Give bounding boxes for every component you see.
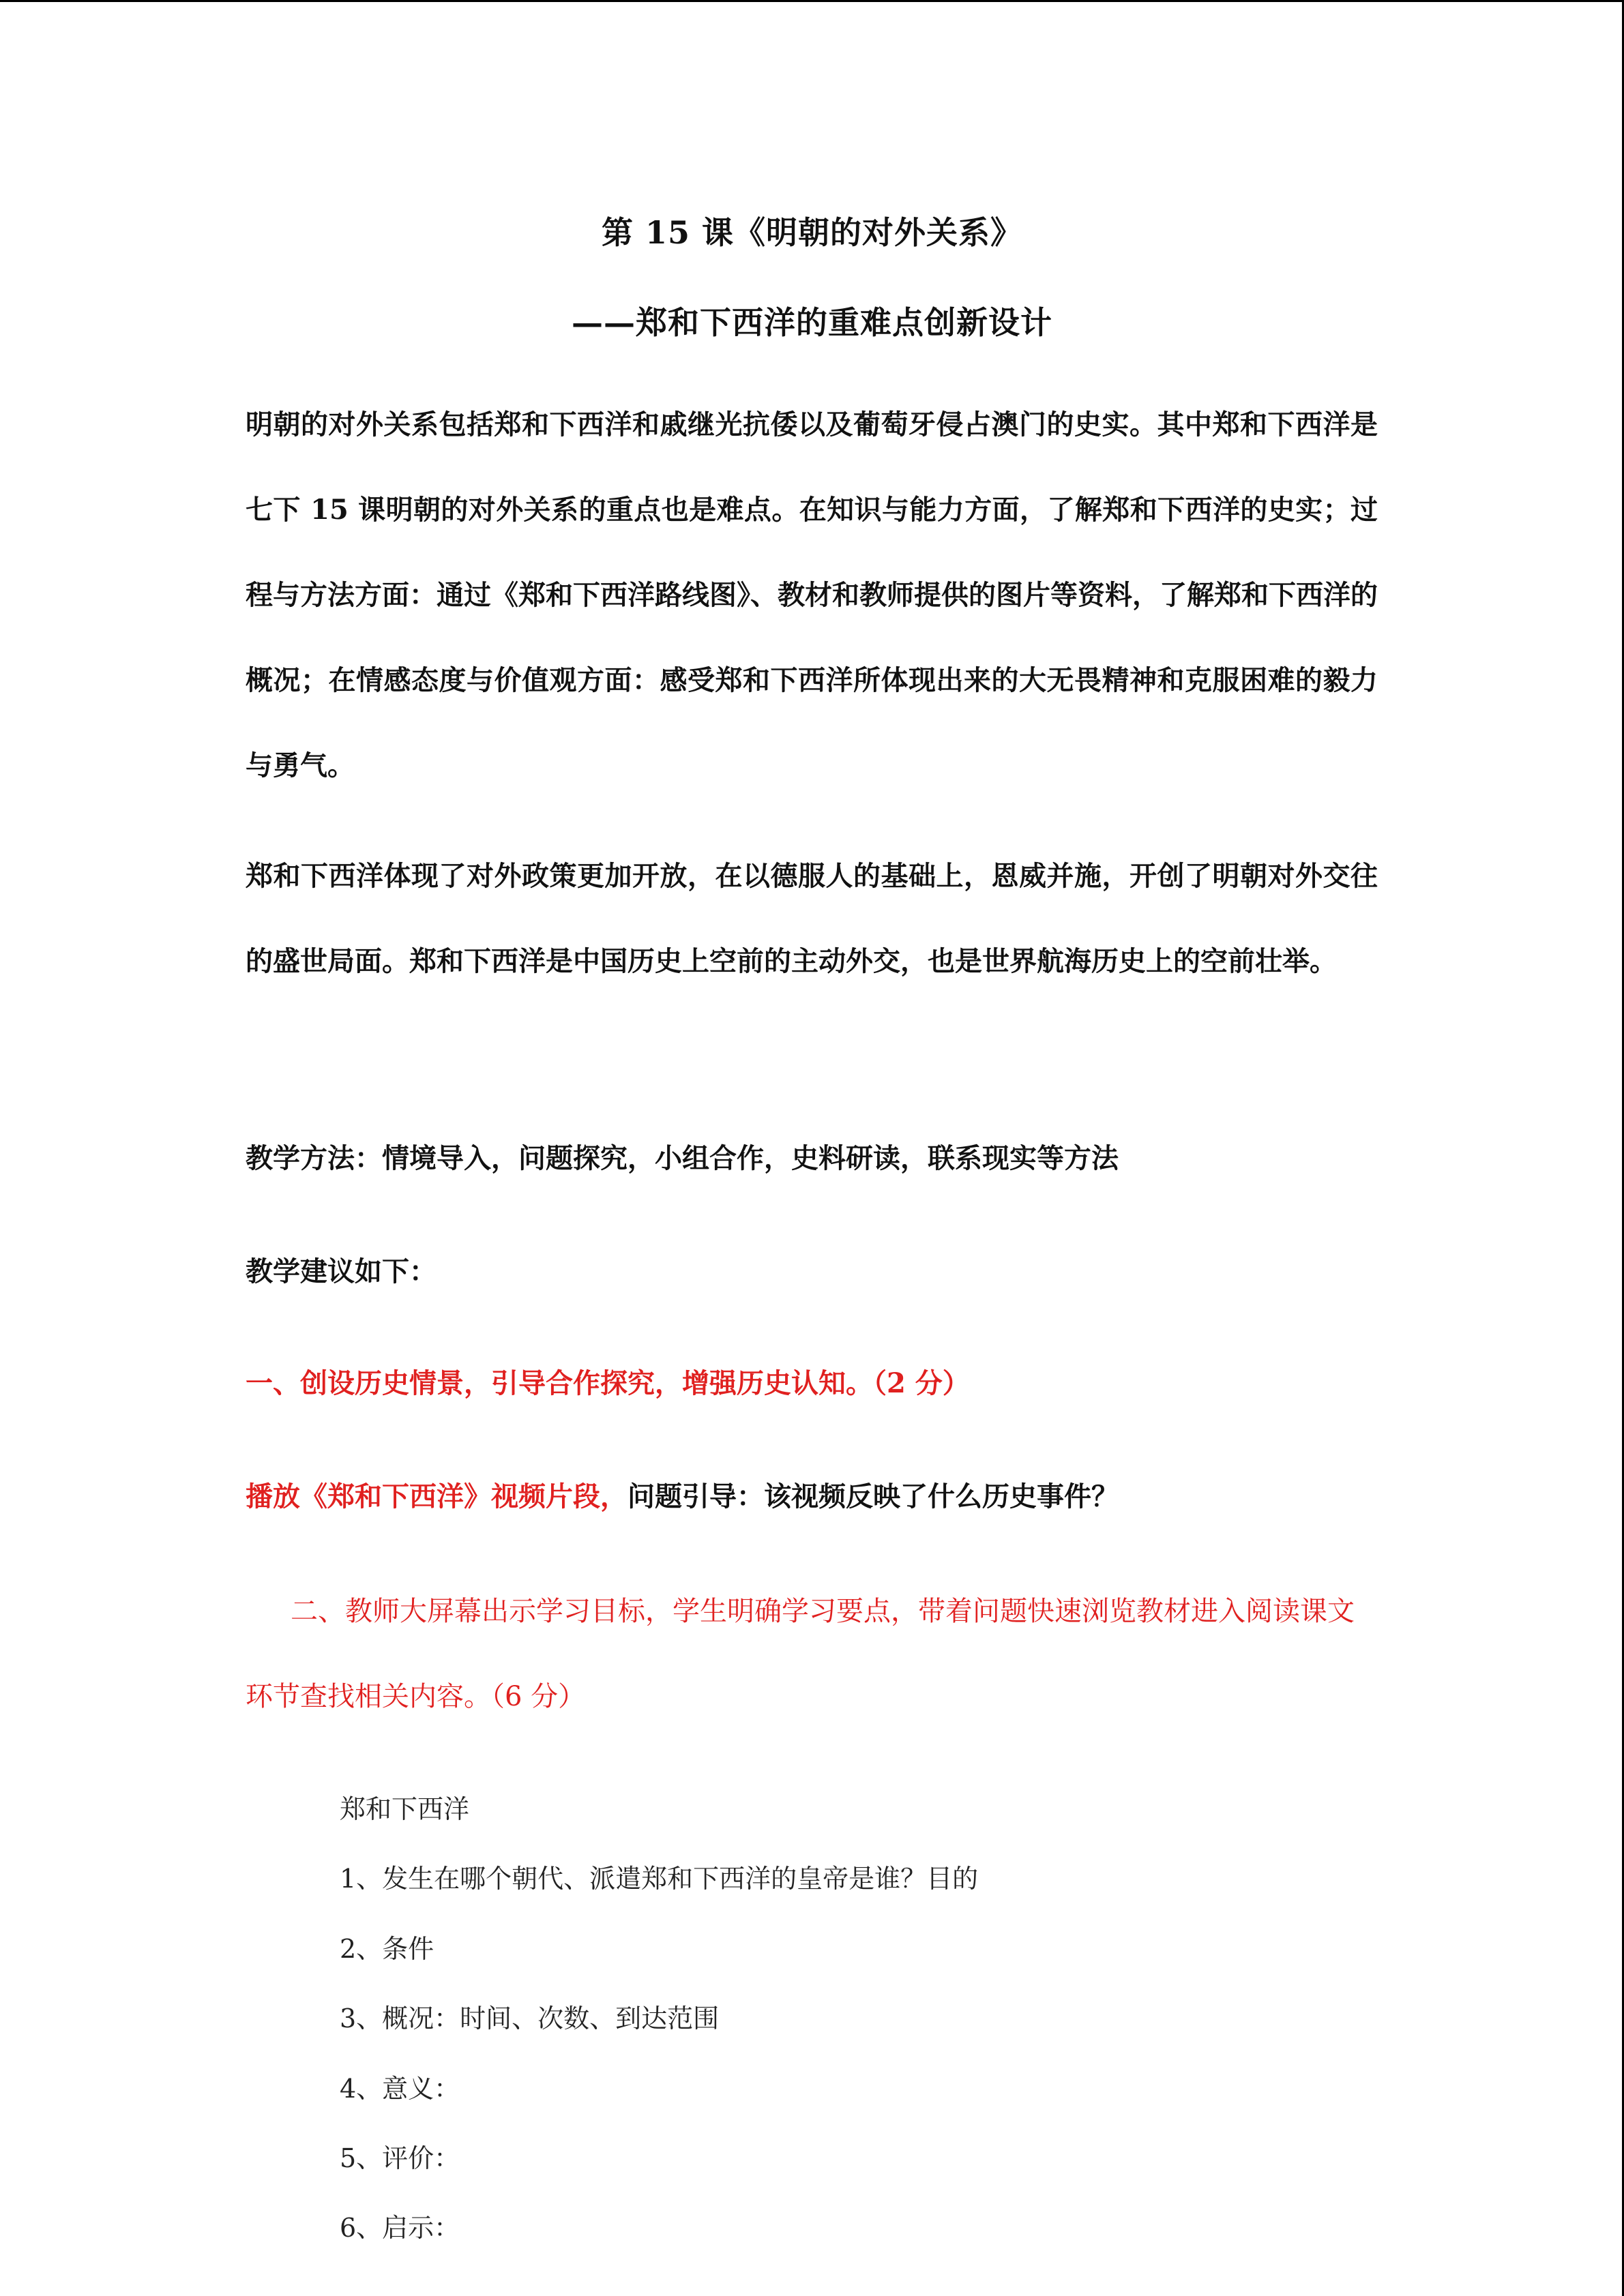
outline-topic: 郑和下西洋 xyxy=(340,1794,470,1824)
significance-paragraph-block xyxy=(246,833,1378,1004)
section1-video-line: 播放《郑和下西洋》视频片段， xyxy=(246,1480,628,1512)
lesson-subtitle: ——郑和下西洋的重难点创新设计 xyxy=(572,304,1052,341)
outline-item: 1、发生在哪个朝代、派遣郑和下西洋的皇帝是谁？目的 xyxy=(340,1864,979,1894)
outline-item: 6、启示： xyxy=(340,2213,460,2243)
section2-block xyxy=(246,1569,1378,1740)
outline-item: 3、概况：时间、次数、到达范围 xyxy=(340,2003,720,2033)
section1-heading-block xyxy=(246,1363,1378,1404)
section1-question-line: 问题引导：该视频反映了什么历史事件？ xyxy=(628,1480,1119,1512)
outline-item: 4、意义： xyxy=(340,2074,460,2104)
significance-paragraph: 郑和下西洋体现了对外政策更加开放，在以德服人的基础上，恩威并施，开创了明朝对外交往的盛世局面。郑和下西洋是中国历史上空前的主动外交，也是世界航海历史上的空前壮举。 xyxy=(246,860,1378,977)
section2-heading: 二、教师大屏幕出示学习目标，学生明确学习要点，带着问题快速浏览教材进入阅读课文环节查找相关内容。 xyxy=(246,1596,1355,1712)
intro-paragraph: 明朝的对外关系包括郑和下西洋和戚继光抗倭以及葡萄牙侵占澳门的史实。其中郑和下西洋是七下 15 课明朝的对外关系的重点也是难点。在知识与能力方面，了解郑和下西洋的史实；过程与方法方面：通过《郑和下西洋路线图》、教材和教师提供的图片等资料，了解郑和下西洋的概况；在情感态度与价值观方面：感受郑和下西洋所体现出来的大无畏精神和克服困难的毅力与勇气。 xyxy=(246,408,1378,781)
teaching-suggestions-block xyxy=(246,1251,1378,1292)
teaching-methods-block xyxy=(246,1138,1378,1179)
section1-body-block xyxy=(246,1476,1378,1517)
teaching-suggestions: 教学建议如下： xyxy=(246,1255,437,1287)
section1-heading: 一、创设历史情景，引导合作探究，增强历史认知。（2 分） xyxy=(246,1367,970,1399)
outline-item: 2、条件 xyxy=(340,1934,434,1964)
teaching-methods: 教学方法：情境导入，问题探究，小组合作，史料研读，联系现实等方法 xyxy=(246,1142,1119,1174)
lesson-title: 第 15 课《明朝的对外关系》 xyxy=(601,214,1023,251)
outline-item: 5、评价： xyxy=(340,2143,460,2173)
section2-score: （6 分） xyxy=(491,1681,586,1712)
intro-paragraph-block xyxy=(246,382,1378,808)
